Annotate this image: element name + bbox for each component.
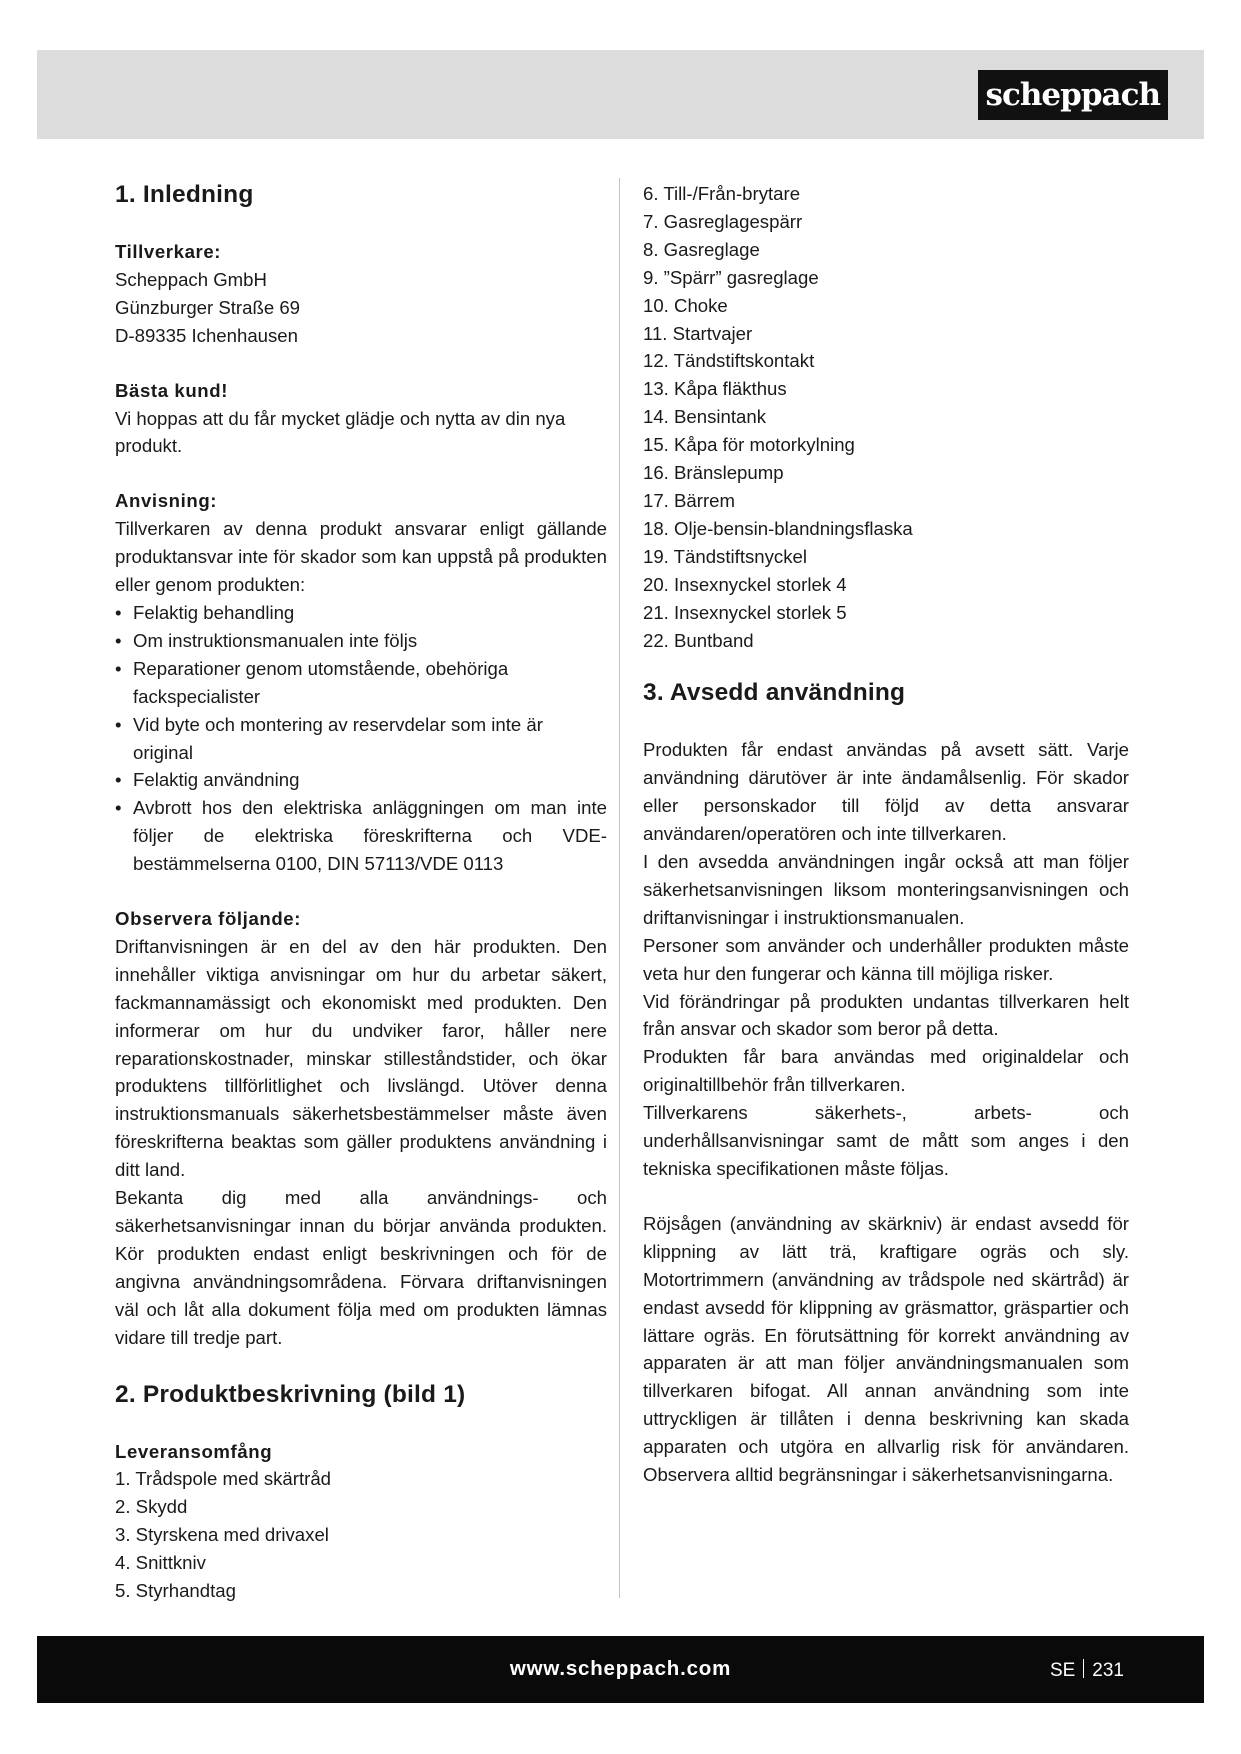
list-item: 19. Tändstiftsnyckel [643,545,807,567]
list-item: 13. Kåpa fläkthus [643,378,787,400]
list-item: 2. Skydd [115,1496,188,1518]
left-column [115,180,607,1605]
section-3-heading: 3. Avsedd användning [643,679,906,707]
manufacturer-city: D-89335 Ichenhausen [115,324,298,346]
list-item: • Felaktig behandling [115,599,607,627]
list-item: 12. Tändstiftskontakt [643,350,815,372]
list-item: • Om instruktionsmanualen inte följs [115,627,607,655]
page-number [1050,1659,1124,1682]
list-item: 5. Styrhandtag [115,1580,236,1602]
language-code: SE [1049,1660,1076,1681]
list-item: • Vid byte och montering av reservdelar som inte är original [115,711,607,767]
list-item: • Avbrott hos den elektriska anläggningen om man inte följer de elektriska föreskrifterna och VDE-bestämmelserna 0100, DIN 57113/VDE 0113 [115,794,607,878]
intended-use-text-5: Produkten får bara användas med originaldelar och originaltillbehör från tillverkaren. [643,1046,1129,1096]
manufacturer-street: Günzburger Straße 69 [115,296,301,318]
intended-use-text-1: Produkten får endast användas på avsett sätt. Varje användning därutöver är inte ändamålsenlig. För skador eller personskador till följd av detta ansvarar användaren/operatören och inte tillverkaren. [643,739,1129,845]
list-item: 1. Trådspole med skärtråd [115,1468,331,1490]
page-header [37,50,1204,139]
list-item: 15. Kåpa för motorkylning [643,434,855,456]
observe-text-2: Bekanta dig med alla användnings- och säkerhetsanvisningar innan du börjar använda produkten. Kör produkten endast enligt beskrivningen och för de angivna användningsområdena. Förvara driftanvisningen väl och låt alla dokument följa med om produkten lämnas vidare till tredje part. [115,1187,607,1348]
liability-list [115,599,607,878]
intended-use-text-7: Röjsågen (användning av skärkniv) är endast avsedd för klippning av lätt trä, kraftigare ogräs och sly. Motortrimmern (användning av trådspole ned skärtråd) är endast avsedd för klippning av gräsmattor, gräspartier och lättare ogräs. En förutsättning för korrekt användning av apparaten är att man följer användningsmanualen som tillverkaren bifogat. All annan användning som inte uttryckligen är tillåten i denna beskrivning kan skada apparaten och utgöra en allvarlig risk för användaren. Observera alltid begränsningar i säkerhetsanvisningarna. [643,1212,1129,1486]
list-item: 6. Till-/Från-brytare [643,183,801,204]
observe-text-1: Driftanvisningen är en del av den här produkten. Den innehåller viktiga anvisningar om hur du arbetar säkert, fackmannamässigt och ekonomiskt med produkten. Den informerar om hur du undviker faror, håller nere reparationskostnader, minskar stillеståndstider, och ökar produktens tillförlitlighet och livslängd. Utöver denna instruktionsmanuals säkerhetsbestämmelser måste även föreskrifterna beaktas som gäller produktens användning i ditt land. [115,935,607,1181]
page-footer [37,1636,1204,1703]
intended-use-text-6: Tillverkarens säkerhets-, arbets- och underhållsanvisningar samt de mått som anges i den tekniska specifikationen måste följas. [643,1102,1129,1179]
note-text: Tillverkaren av denna produkt ansvarar enligt gällande produktansvar inte för skador som kan uppstå på produkten eller genom produkten: [115,518,607,596]
list-item: 21. Insexnyckel storlek 5 [643,601,847,623]
list-item: 4. Snittkniv [115,1552,206,1574]
list-item: 16. Bränslepump [643,462,784,484]
intended-use-text-3: Personer som använder och underhåller produkten måste veta hur den fungerar och känna till möjliga risker. [643,934,1129,984]
right-column [643,180,1129,1489]
footer-url: www.scheppach.com [509,1657,732,1680]
parts-list-left [115,1465,607,1605]
note-label: Anvisning: [115,490,218,512]
dear-customer-text: Vi hoppas att du får mycket glädje och nytta av din nya produkt. [115,407,566,457]
list-item: 14. Bensintank [643,406,767,428]
list-item: 20. Insexnyckel storlek 4 [643,573,847,595]
list-item: 10. Choke [643,294,728,316]
list-item: 3. Styrskena med drivaxel [115,1524,329,1546]
observe-label: Observera följande: [115,908,302,930]
dear-customer-label: Bästa kund! [115,379,229,401]
list-item: 8. Gasreglage [643,238,760,260]
manufacturer-name: Scheppach GmbH [115,268,267,290]
intended-use-text-4: Vid förändringar på produkten undantas tillverkaren helt från ansvar och skador som beror på detta. [643,990,1129,1040]
list-item: 9. ”Spärr” gasreglage [643,266,819,288]
section-2-heading: 2. Produktbeskrivning (bild 1) [115,1380,466,1408]
list-item: • Reparationer genom utomstående, obehöriga fackspecialister [115,655,607,711]
list-item: 7. Gasreglagespärr [643,210,803,232]
scope-of-delivery-label: Leveransomfång [115,1440,273,1462]
list-item: 11. Startvajer [643,322,753,344]
intended-use-text-2: I den avsedda användningen ingår också att man följer säkerhetsanvisningen liksom monteringsanvisningen och driftanvisningar i instruktionsmanualen. [643,851,1129,928]
column-divider [619,178,620,1598]
scheppach-logo: scheppach [978,70,1168,120]
list-item: 22. Buntband [643,629,754,651]
manufacturer-label: Tillverkare: [115,241,222,262]
list-item: 17. Bärrem [643,489,735,511]
list-item: • Felaktig användning [115,766,607,794]
section-1-heading: 1. Inledning [115,181,254,208]
parts-list-right [643,180,1129,654]
page-number-value: 231 [1092,1660,1124,1681]
list-item: 18. Olje-bensin-blandningsflaska [643,517,913,539]
